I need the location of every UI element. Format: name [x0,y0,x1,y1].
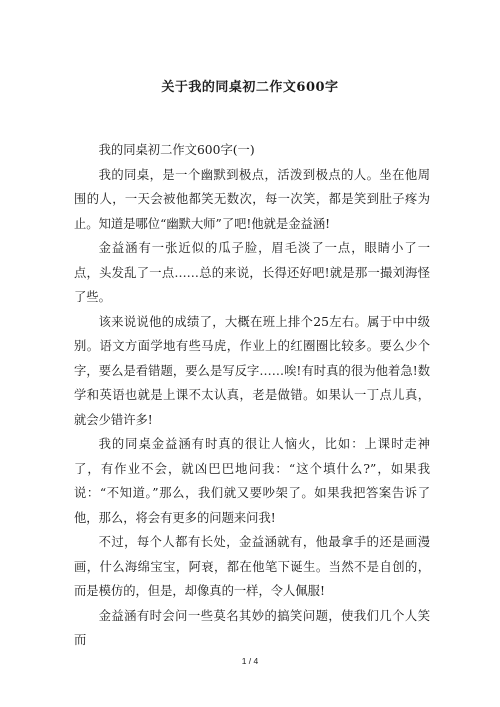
paragraph: 金益涵有一张近似的瓜子脸，眉毛淡了一点，眼睛小了一点，头发乱了一点……总的来说，长得还好吧!就是那一撮刘海怪了些。 [74,241,430,304]
document-body [74,138,430,653]
paragraph-subtitle: 我的同桌初二作文600字(一) [98,143,255,157]
paragraph: 该来说说他的成绩了，大概在班上排个25左右。属于中中级别。语文方面学地有些马虎，作业上的红圈圈比较多。要么少个字，要么是看错题，要么是写反字……唉!有时真的很为他着急!数学和英语也就是上课不太认真，老是做错。如果认一丁点儿真，就会少错许多! [74,314,430,427]
document-title: 关于我的同桌初二作文600字 [161,80,339,95]
paragraph: 我的同桌金益涵有时真的很让人恼火，比如：上课时走神了，有作业不会，就凶巴巴地问我：“这个填什么?”，如果我说：“不知道。”那么，我们就又要吵架了。如果我把答案告诉了他，那么，将会有更多的问题来问我! [74,437,430,525]
page-number: 1 / 4 [241,656,259,666]
paragraph: 金益涵有时会问一些莫名其妙的搞笑问题，使我们几个人笑而 [74,608,430,647]
paragraph: 不过，每个人都有长处，金益涵就有，他最拿手的还是画漫画，什么海绵宝宝，阿衰，都在他笔下诞生。当然不是自创的，而是模仿的，但是，却像真的一样，令人佩服! [74,535,430,598]
paragraph: 我的同桌，是一个幽默到极点，活泼到极点的人。坐在他周围的人，一天会被他都笑无数次，每一次笑，都是笑到肚子疼为止。知道是哪位“幽默大师”了吧!他就是金益涵! [74,167,430,231]
